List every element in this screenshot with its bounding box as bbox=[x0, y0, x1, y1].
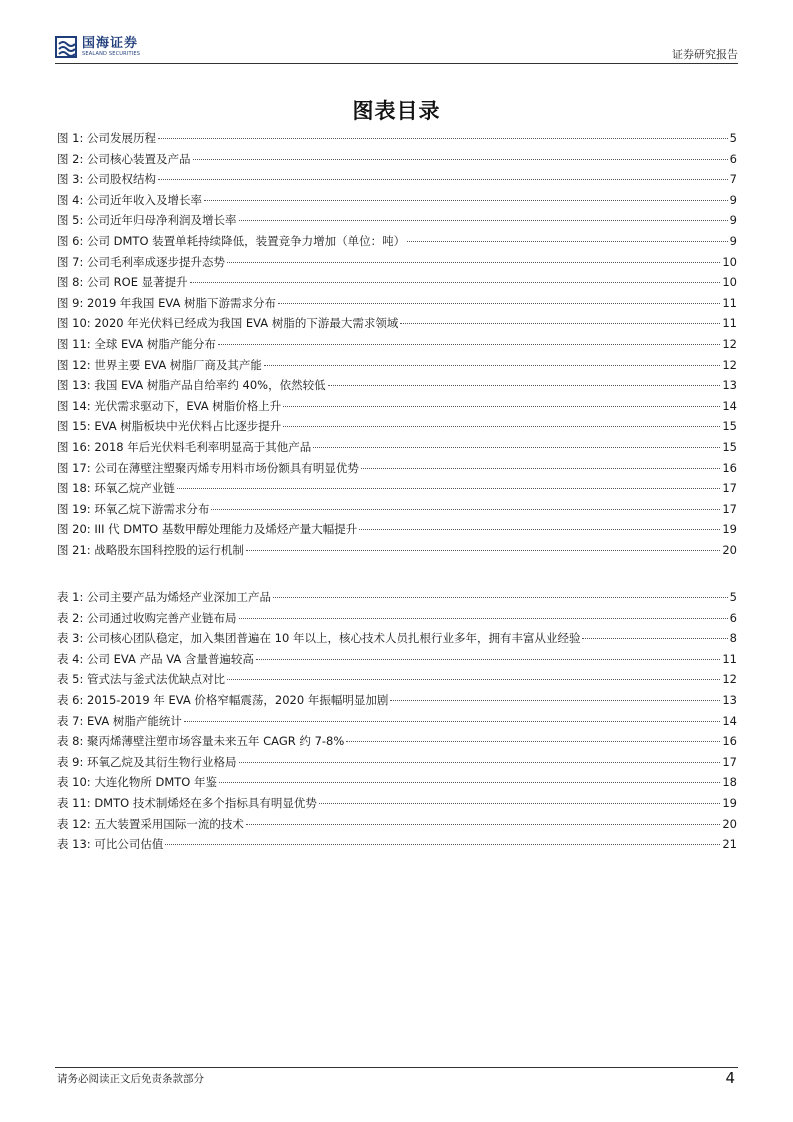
toc-entry-label: 图 15: EVA 树脂板块中光伏料占比逐步提升 bbox=[57, 419, 282, 434]
figure-toc-entry[interactable] bbox=[57, 480, 737, 501]
dot-leader bbox=[246, 824, 721, 825]
toc-entry-page: 21 bbox=[722, 837, 737, 852]
figure-toc-entry[interactable] bbox=[57, 192, 737, 213]
figure-toc-entry[interactable] bbox=[57, 274, 737, 295]
toc-entry-label: 表 7: EVA 树脂产能统计 bbox=[57, 713, 182, 728]
dot-leader bbox=[239, 220, 728, 221]
table-toc-entry[interactable] bbox=[57, 651, 737, 672]
toc-entry-page: 15 bbox=[722, 419, 737, 434]
figure-toc-entry[interactable] bbox=[57, 377, 737, 398]
toc-entry-label: 表 8: 聚丙烯薄壁注塑市场容量未来五年 CAGR 约 7-8% bbox=[57, 734, 345, 749]
toc-entry-page: 20 bbox=[722, 542, 737, 557]
figure-toc-entry[interactable] bbox=[57, 151, 737, 172]
figure-toc-entry[interactable] bbox=[57, 336, 737, 357]
toc-entry-label: 图 17: 公司在薄壁注塑聚丙烯专用料市场份额具有明显优势 bbox=[57, 460, 359, 475]
toc-entry-label: 表 2: 公司通过收购完善产业链布局 bbox=[57, 610, 237, 625]
figure-toc-entry[interactable] bbox=[57, 439, 737, 460]
dot-leader bbox=[264, 365, 720, 366]
toc-entry-page: 12 bbox=[722, 336, 737, 351]
company-logo bbox=[55, 36, 140, 58]
dot-leader bbox=[246, 550, 721, 551]
dot-leader bbox=[158, 138, 728, 139]
toc-entry-page: 16 bbox=[722, 734, 737, 749]
figure-toc-entry[interactable] bbox=[57, 254, 737, 275]
figure-toc-entry[interactable] bbox=[57, 501, 737, 522]
toc-entry-label: 图 16: 2018 年后光伏料毛利率明显高于其他产品 bbox=[57, 439, 312, 454]
toc-entry-page: 9 bbox=[729, 213, 737, 228]
toc-entry-page: 16 bbox=[722, 460, 737, 475]
toc-entry-page: 14 bbox=[722, 398, 737, 413]
toc-entry-page: 12 bbox=[722, 357, 737, 372]
toc-entry-label: 图 13: 我国 EVA 树脂产品自给率约 40%，依然较低 bbox=[57, 378, 326, 393]
figure-toc-entry[interactable] bbox=[57, 295, 737, 316]
dot-leader bbox=[239, 618, 728, 619]
toc-entry-page: 12 bbox=[722, 672, 737, 687]
table-toc-entry[interactable] bbox=[57, 816, 737, 837]
dot-leader bbox=[283, 406, 720, 407]
toc-entry-label: 图 1: 公司发展历程 bbox=[57, 131, 157, 145]
table-toc-entry[interactable] bbox=[57, 630, 737, 651]
dot-leader bbox=[227, 679, 720, 680]
page-header bbox=[55, 36, 738, 62]
figure-toc-entry[interactable] bbox=[57, 521, 737, 542]
toc-entry-page: 10 bbox=[722, 275, 737, 290]
dot-leader bbox=[218, 344, 720, 345]
toc-entry-page: 9 bbox=[729, 233, 737, 248]
figure-toc-entry[interactable] bbox=[57, 398, 737, 419]
toc-entry-label: 图 12: 世界主要 EVA 树脂厂商及其产能 bbox=[57, 357, 262, 372]
toc-entry-label: 图 9: 2019 年我国 EVA 树脂下游需求分布 bbox=[57, 295, 276, 310]
dot-leader bbox=[219, 782, 720, 783]
figure-toc-entry[interactable] bbox=[57, 357, 737, 378]
toc-entry-label: 图 2: 公司核心装置及产品 bbox=[57, 151, 191, 166]
toc-entry-label: 图 20: III 代 DMTO 基数甲醇处理能力及烯烃产量大幅提升 bbox=[57, 522, 358, 537]
table-toc-entry[interactable] bbox=[57, 610, 737, 631]
dot-leader bbox=[313, 447, 720, 448]
dot-leader bbox=[319, 803, 721, 804]
toc-entry-label: 表 12: 五大装置采用国际一流的技术 bbox=[57, 816, 244, 831]
toc-entry-label: 表 6: 2015-2019 年 EVA 价格窄幅震荡，2020 年振幅明显加剧 bbox=[57, 692, 389, 707]
toc-entry-label: 表 4: 公司 EVA 产品 VA 含量普遍较高 bbox=[57, 651, 254, 666]
toc-entry-page: 19 bbox=[722, 522, 737, 537]
dot-leader bbox=[346, 741, 720, 742]
toc-entry-page: 6 bbox=[729, 610, 737, 625]
toc-entry-label: 表 11: DMTO 技术制烯烃在多个指标具有明显优势 bbox=[57, 795, 317, 810]
dot-leader bbox=[227, 262, 720, 263]
figure-toc-entry[interactable] bbox=[57, 233, 737, 254]
page-title: 图表目录 bbox=[352, 99, 441, 123]
dot-leader bbox=[193, 159, 728, 160]
table-toc-entry[interactable] bbox=[57, 836, 737, 857]
toc-entry-label: 图 10: 2020 年光伏料已经成为我国 EVA 树脂的下游最大需求领域 bbox=[57, 316, 399, 331]
dot-leader bbox=[278, 303, 720, 304]
toc-entry-page: 17 bbox=[722, 481, 737, 496]
toc-entry-label: 图 8: 公司 ROE 显著提升 bbox=[57, 275, 188, 290]
toc-entry-page: 15 bbox=[722, 439, 737, 454]
toc-entry-label: 图 21: 战略股东国科控股的运行机制 bbox=[57, 542, 244, 557]
dot-leader bbox=[582, 638, 727, 639]
header-divider bbox=[55, 63, 738, 64]
toc-entry-page: 17 bbox=[722, 754, 737, 769]
dot-leader bbox=[204, 200, 728, 201]
figure-toc-entry[interactable] bbox=[57, 418, 737, 439]
figure-toc-entry[interactable] bbox=[57, 171, 737, 192]
toc-entry-page: 9 bbox=[729, 192, 737, 207]
figure-toc-entry[interactable] bbox=[57, 460, 737, 481]
dot-leader bbox=[158, 179, 728, 180]
toc-entry-label: 图 18: 环氧乙烷产业链 bbox=[57, 481, 175, 496]
dot-leader bbox=[184, 721, 720, 722]
dot-leader bbox=[177, 488, 721, 489]
dot-leader bbox=[407, 241, 728, 242]
toc-entry-page: 5 bbox=[729, 590, 737, 604]
table-list bbox=[57, 589, 737, 857]
figure-toc-entry[interactable] bbox=[57, 542, 737, 563]
toc-entry-label: 图 4: 公司近年收入及增长率 bbox=[57, 192, 203, 207]
toc-entry-page: 11 bbox=[722, 295, 737, 310]
table-toc-entry[interactable] bbox=[57, 671, 737, 692]
toc-entry-page: 11 bbox=[722, 651, 737, 666]
figure-toc-entry[interactable] bbox=[57, 315, 737, 336]
figure-list bbox=[57, 130, 737, 562]
toc-entry-label: 表 3: 公司核心团队稳定，加入集团普遍在 10 年以上，核心技术人员扎根行业多年，拥有丰富从业经验 bbox=[57, 631, 581, 646]
dot-leader bbox=[190, 282, 721, 283]
table-toc-entry[interactable] bbox=[57, 754, 737, 775]
figure-toc-entry[interactable] bbox=[57, 212, 737, 233]
toc-entry-page: 14 bbox=[722, 713, 737, 728]
toc-entry-label: 图 7: 公司毛利率成逐步提升态势 bbox=[57, 254, 226, 269]
toc-entry-label: 图 19: 环氧乙烷下游需求分布 bbox=[57, 501, 210, 516]
toc-entry-label: 图 5: 公司近年归母净利润及增长率 bbox=[57, 213, 237, 228]
table-toc-entry[interactable] bbox=[57, 589, 737, 610]
toc-entry-page: 17 bbox=[722, 501, 737, 516]
toc-entry-page: 20 bbox=[722, 816, 737, 831]
logo-english-name: SEALAND SECURITIES bbox=[82, 51, 141, 57]
toc-entry-label: 图 14: 光伏需求驱动下，EVA 树脂价格上升 bbox=[57, 398, 282, 413]
toc-entry-label: 表 9: 环氧乙烷及其衍生物行业格局 bbox=[57, 754, 237, 769]
dot-leader bbox=[283, 426, 720, 427]
toc-entry-page: 19 bbox=[722, 795, 737, 810]
disclaimer-note: 请务必阅读正文后免责条款部分 bbox=[57, 1073, 204, 1085]
table-toc-entry[interactable] bbox=[57, 692, 737, 713]
dot-leader bbox=[211, 509, 720, 510]
table-toc-entry[interactable] bbox=[57, 774, 737, 795]
logo-chinese-name: 国海证券 bbox=[82, 36, 139, 51]
page-number: 4 bbox=[725, 1069, 735, 1087]
toc-entry-label: 表 13: 可比公司估值 bbox=[57, 837, 164, 852]
dot-leader bbox=[390, 700, 720, 701]
dot-leader bbox=[239, 762, 721, 763]
dot-leader bbox=[359, 529, 720, 530]
dot-leader bbox=[328, 385, 721, 386]
toc-entry-page: 8 bbox=[729, 631, 737, 646]
toc-entry-label: 表 5: 管式法与釜式法优缺点对比 bbox=[57, 672, 226, 687]
toc-entry-label: 表 1: 公司主要产品为烯烃产业深加工产品 bbox=[57, 590, 272, 604]
dot-leader bbox=[256, 659, 720, 660]
toc-entry-page: 6 bbox=[729, 151, 737, 166]
toc-entry-page: 7 bbox=[729, 172, 737, 187]
dot-leader bbox=[273, 597, 728, 598]
footer-divider bbox=[55, 1067, 738, 1068]
toc-entry-page: 5 bbox=[729, 131, 737, 145]
toc-entry-label: 图 6: 公司 DMTO 装置单耗持续降低，装置竞争力增加（单位：吨） bbox=[57, 233, 406, 248]
toc-entry-page: 11 bbox=[722, 316, 737, 331]
toc-entry-page: 10 bbox=[722, 254, 737, 269]
toc-entry-label: 表 10: 大连化物所 DMTO 年鉴 bbox=[57, 775, 217, 790]
table-toc-entry[interactable] bbox=[57, 795, 737, 816]
dot-leader bbox=[165, 844, 720, 845]
dot-leader bbox=[361, 468, 721, 469]
toc-entry-label: 图 11: 全球 EVA 树脂产能分布 bbox=[57, 336, 216, 351]
toc-entry-page: 18 bbox=[722, 775, 737, 790]
figure-toc-entry[interactable] bbox=[57, 130, 737, 151]
sealand-logo-icon bbox=[55, 36, 77, 58]
dot-leader bbox=[400, 323, 720, 324]
toc-entry-page: 13 bbox=[722, 692, 737, 707]
report-type-label: 证券研究报告 bbox=[672, 48, 738, 61]
table-toc-entry[interactable] bbox=[57, 733, 737, 754]
table-toc-entry[interactable] bbox=[57, 713, 737, 734]
toc-entry-page: 13 bbox=[722, 378, 737, 393]
toc-entry-label: 图 3: 公司股权结构 bbox=[57, 172, 157, 187]
